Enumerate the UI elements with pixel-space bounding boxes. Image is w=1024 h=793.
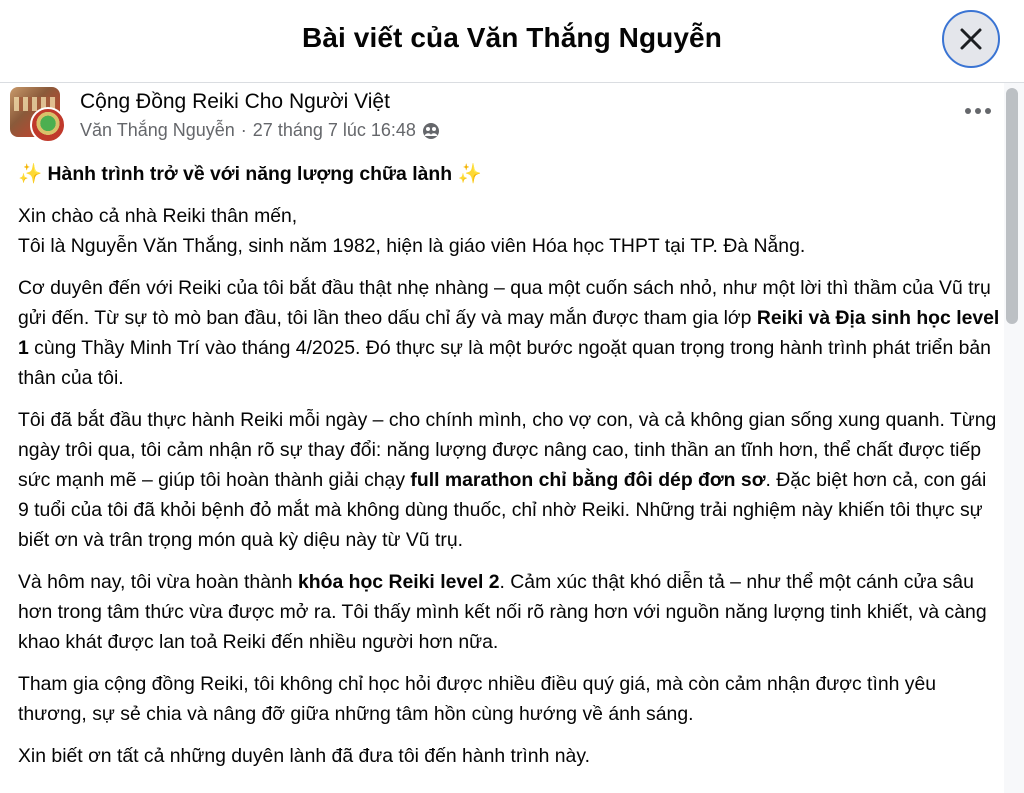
group-avatar[interactable] — [10, 87, 66, 143]
group-privacy-icon — [422, 122, 440, 140]
author-name-link[interactable]: Văn Thắng Nguyễn — [80, 120, 235, 140]
dialog-title: Bài viết của Văn Thắng Nguyễn — [302, 22, 722, 53]
intro-line: Tôi là Nguyễn Văn Thắng, sinh năm 1982, hiện là giáo viên Hóa học THPT tại TP. Đà Nẵng. — [18, 235, 806, 257]
post-meta — [80, 120, 440, 141]
bold-segment: khóa học Reiki level 2 — [297, 571, 500, 593]
paragraph-greeting — [18, 201, 1002, 261]
meta-separator: · — [240, 120, 247, 140]
sparkle-icon: ✨ — [457, 163, 482, 185]
text-segment: . Đặc biệt hơn cả, con gái 9 tuổi của tôi đã khỏi bệnh đỏ mắt mà không dùng thuốc, chỉ nhờ Reiki. Những trải nghiệm này khiến tôi thực sự biết ơn và trân trọng món quà kỳ diệu này từ Vũ trụ. — [18, 469, 987, 551]
more-dot-icon — [965, 108, 971, 114]
paragraph-community: Tham gia cộng đồng Reiki, tôi không chỉ học hỏi được nhiều điều quý giá, mà còn cảm nhận được tình yêu thương, sự sẻ chia và nâng đỡ giữa những tâm hồn cùng hướng về ánh sáng. — [18, 673, 937, 725]
headline-text: Hành trình trở về với năng lượng chữa lành — [47, 163, 453, 185]
paragraph-gratitude: Xin biết ơn tất cả những duyên lành đã đưa tôi đến hành trình này. — [18, 745, 590, 767]
text-segment: Và hôm nay, tôi vừa hoàn thành — [18, 571, 298, 593]
more-options-button[interactable] — [958, 99, 998, 123]
close-button[interactable] — [942, 10, 1000, 68]
paragraph-practice — [18, 405, 1002, 555]
post-body — [18, 159, 1002, 783]
dialog-header — [0, 0, 1024, 83]
text-segment: Tôi đã bắt đầu thực hành Reiki mỗi ngày – cho chính mình, cho vợ con, và cả không gian sống xung quanh. Từng ngày trôi qua, tôi cảm nhận rõ sự thay đổi: năng lượng được nâng cao, tinh thần an tĩnh hơn, thể chất được tiếp sức mạnh mẽ – giúp tôi hoàn thành giải chạy — [18, 409, 997, 491]
post-headline — [18, 159, 1002, 189]
greeting-line: Xin chào cả nhà Reiki thân mến, — [18, 205, 298, 227]
close-icon — [959, 27, 983, 51]
text-segment: cùng Thầy Minh Trí vào tháng 4/2025. Đó thực sự là một bước ngoặt quan trọng trong hành trình phát triển bản thân của tôi. — [18, 337, 991, 389]
text-segment: Cơ duyên đến với Reiki của tôi bắt đầu thật nhẹ nhàng – qua một cuốn sách nhỏ, như một lời thì thầm của Vũ trụ gửi đến. Từ sự tò mò ban đầu, tôi lần theo dấu chỉ ấy và may mắn được tham gia lớp — [18, 277, 991, 329]
post-timestamp-link[interactable]: 27 tháng 7 lúc 16:48 — [252, 120, 416, 140]
post-card — [0, 83, 1004, 793]
more-dot-icon — [985, 108, 991, 114]
sparkle-icon: ✨ — [18, 163, 43, 185]
more-dot-icon — [975, 108, 981, 114]
scrollbar-thumb[interactable] — [1006, 88, 1018, 324]
group-name-link[interactable]: Cộng Đồng Reiki Cho Người Việt — [80, 90, 390, 113]
bold-segment: full marathon chỉ bằng đôi dép đơn sơ — [410, 469, 766, 491]
paragraph-level2 — [18, 567, 1002, 657]
text-segment: . Cảm xúc thật khó diễn tả – như thể một cánh cửa sâu hơn trong tâm thức vừa được mở ra. Tôi thấy mình kết nối rõ ràng hơn với nguồn năng lượng tinh khiết, và càng khao khát được lan toả Reiki đến nhiều người hơn nữa. — [18, 571, 987, 653]
bold-segment: Reiki và Địa sinh học level 1 — [18, 307, 1000, 359]
paragraph-story — [18, 273, 1002, 393]
author-avatar[interactable] — [30, 107, 66, 143]
